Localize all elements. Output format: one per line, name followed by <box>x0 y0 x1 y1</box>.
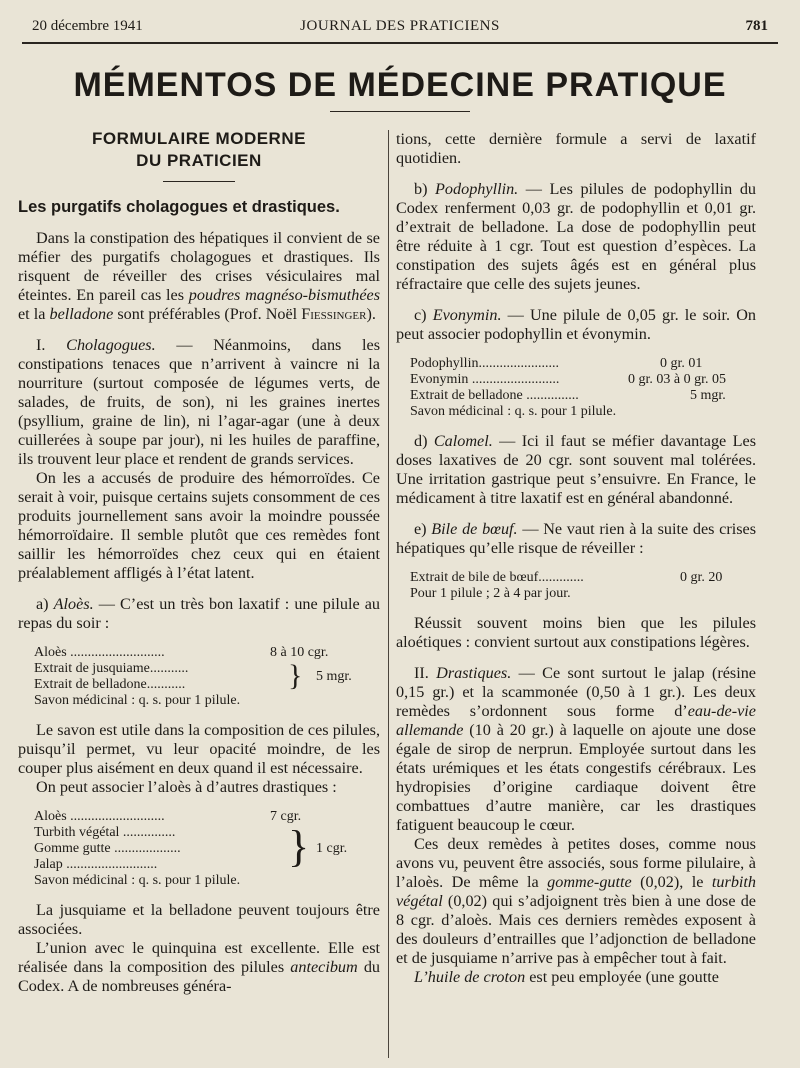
formula-aloes <box>34 645 380 709</box>
formula-excipient: Pour 1 pilule ; 2 à 4 par jour. <box>410 586 571 601</box>
continued-paragraph: tions, cette dernière formule a servi de laxatif quotidien. <box>396 130 756 167</box>
jusquiame-paragraph: La jusquiame et la belladone peuvent toujours être associées. <box>18 901 380 938</box>
formula-ingredient: Evonymin ......................... <box>410 372 560 387</box>
formula-ingredient: Aloès ........................... <box>34 809 165 824</box>
formula-dose: 0 gr. 03 à 0 gr. 05 <box>628 372 726 387</box>
aloes-paragraph: a) Aloès. — C’est un très bon laxatif : une pilule au repas du soir : <box>18 595 380 632</box>
section-title-line-2: DU PRATICIEN <box>136 151 262 170</box>
associes-paragraph: Ces deux remèdes à petites doses, comme nous avons vu, peuvent être associés, sous forme pilulaire, à l’aloès. De même la gomme-gutte (0,02), le turbith végétal (0,02) qui s’adjoignent très bien à une dose de 8 cgr. d’aloès. Mais ces derniers remèdes exposent à des douleurs d’entrailles que l’adjonction de belladone et de jusquiame n’arrive pas à empêcher tout à fait. <box>396 835 756 967</box>
formula-dose: 8 à 10 cgr. <box>270 645 329 660</box>
croton-paragraph: L’huile de croton est peu employée (une goutte <box>414 968 719 986</box>
formula-dose: 0 gr. 20 <box>680 570 723 585</box>
formula-ingredient: Turbith végétal ............... <box>34 825 176 840</box>
calomel-paragraph: d) Calomel. — Ici il faut se méfier davantage Les doses laxatives de 20 cgr. sont souvent mal tolérées. Une irritation gastrique peut s’ensuivre. En France, le médicament à titre laxatif est en général abandonné. <box>396 432 756 507</box>
associer-paragraph: On peut associer l’aloès à d’autres drastiques : <box>36 778 337 796</box>
running-header <box>32 18 768 38</box>
formula-dose: 0 gr. 01 <box>660 356 703 371</box>
savon-paragraph: Le savon est utile dans la composition de ces pilules, puisqu’il permet, vu leur opacité moindre, de les couper plus aisément en deux quand il est nécessaire. <box>18 721 380 777</box>
right-column <box>396 130 756 987</box>
page-title: MÉMENTOS DE MÉDECINE PRATIQUE <box>73 66 727 104</box>
podophyllin-paragraph: b) Podophyllin. — Les pilules de podophyllin du Codex renferment 0,03 gr. de podophyllin et 0,01 gr. d’extrait de belladone. La dose de podophyllin peut être réduite à 1 cgr. Tout est question d’espèces. La constipation des sujets âgés est en général plus réfractaire que celle des sujets jeunes. <box>396 180 757 293</box>
section-title <box>18 128 380 172</box>
formula-excipient: Savon médicinal : q. s. pour 1 pilule. <box>34 873 241 888</box>
formula-dose: 7 cgr. <box>270 809 302 824</box>
formula-ingredient: Extrait de jusquiame........... <box>34 661 189 676</box>
formula-ingredient: Jalap .......................... <box>34 857 158 872</box>
title-rule <box>330 111 470 112</box>
formula-bile <box>410 570 756 602</box>
formula-dose: 5 mgr. <box>690 388 726 403</box>
section-title-line-1: FORMULAIRE MODERNE <box>92 129 306 148</box>
hemorroides-paragraph: On les a accusés de produire des hémorroïdes. Ce serait à voir, puisque certains sujets consomment de ces produits journellement sans avoir la moindre poussée hémorroïdaire. Il semble plutôt que ces remèdes font saillir les hémorroïdes chez ceux qui en étaient préalablement affligés à l’état latent. <box>18 469 380 582</box>
drastiques-paragraph: II. Drastiques. — Ce sont surtout le jalap (résine 0,15 gr.) et la scammonée (0,50 à 1 gr.). Les deux remèdes s’ordonnent sous forme d’eau-de-vie allemande (10 à 20 gr.) à laquelle on ajoute une dose égale de sirop de nerprun. Employée surtout dans les états urémiques et les états congestifs cérébraux. Les hydropisies d’origine cardiaque doivent être combattues d’autre manière, car les drastiques fatiguent beaucoup le cœur. <box>396 664 756 834</box>
formula-ingredient: Aloès ........................... <box>34 645 165 660</box>
evonymin-paragraph: c) Evonymin. — Une pilule de 0,05 gr. le soir. On peut associer podophyllin et évonymin. <box>396 306 757 343</box>
formula-dose: 5 mgr. <box>316 669 352 684</box>
header-rule <box>22 42 778 44</box>
reussit-paragraph: Réussit souvent moins bien que les pilules aloétiques : convient surtout aux constipations légères. <box>396 614 756 651</box>
left-column <box>18 128 380 996</box>
formula-ingredient: Extrait de belladone ............... <box>410 388 579 403</box>
formula-ingredient: Podophyllin....................... <box>410 356 559 371</box>
header-page-number: 781 <box>745 18 768 34</box>
article-subheading: Les purgatifs cholagogues et drastiques. <box>18 198 340 216</box>
formula-ingredient: Extrait de bile de bœuf............. <box>410 570 584 585</box>
formula-ingredient: Gomme gutte ................... <box>34 841 181 856</box>
formula-podophyllin <box>410 356 756 420</box>
formula-ingredient: Extrait de belladone........... <box>34 677 186 692</box>
bile-paragraph: e) Bile de bœuf. — Ne vaut rien à la suite des crises hépatiques qu’elle risque de réveiller : <box>396 520 757 557</box>
cholagogues-paragraph: I. Cholagogues. — Néanmoins, dans les constipations tenaces que n’arrivent à vaincre ni la nourriture (surtout composée de légumes verts, de salades, de fruits, de son), ni les graines inertes (psyllium, graine de lin), ni l’agar-agar (une à deux cuillerées à soupe par jour), ni les huiles de paraffine, ils trouvent leur place et rendent de grands services. <box>18 336 381 468</box>
header-journal-name: JOURNAL DES PRATICIENS <box>300 18 500 34</box>
formula-aloes-drastiques <box>34 809 380 889</box>
brace-glyph: } <box>288 822 310 871</box>
column-divider <box>388 130 389 1058</box>
intro-paragraph: Dans la constipation des hépatiques il convient de se méfier des purgatifs cholagogues et drastiques. Ils risquent de réveiller des crises vésiculaires mal éteintes. En pareil cas les poudres magnéso-bismuthées et la belladone sont préférables (Prof. Noël Fiessinger). <box>18 229 380 323</box>
section-rule <box>163 181 235 182</box>
quinquina-paragraph: L’union avec le quinquina est excellente. Elle est réalisée dans la composition des pilules antecibum du Codex. A de nombreuses généra- <box>18 939 381 995</box>
header-date: 20 décembre 1941 <box>32 18 143 34</box>
formula-excipient: Savon médicinal : q. s. pour 1 pilule. <box>410 404 617 419</box>
brace-glyph: } <box>288 659 303 692</box>
formula-dose: 1 cgr. <box>316 841 348 856</box>
formula-excipient: Savon médicinal : q. s. pour 1 pilule. <box>34 693 241 708</box>
